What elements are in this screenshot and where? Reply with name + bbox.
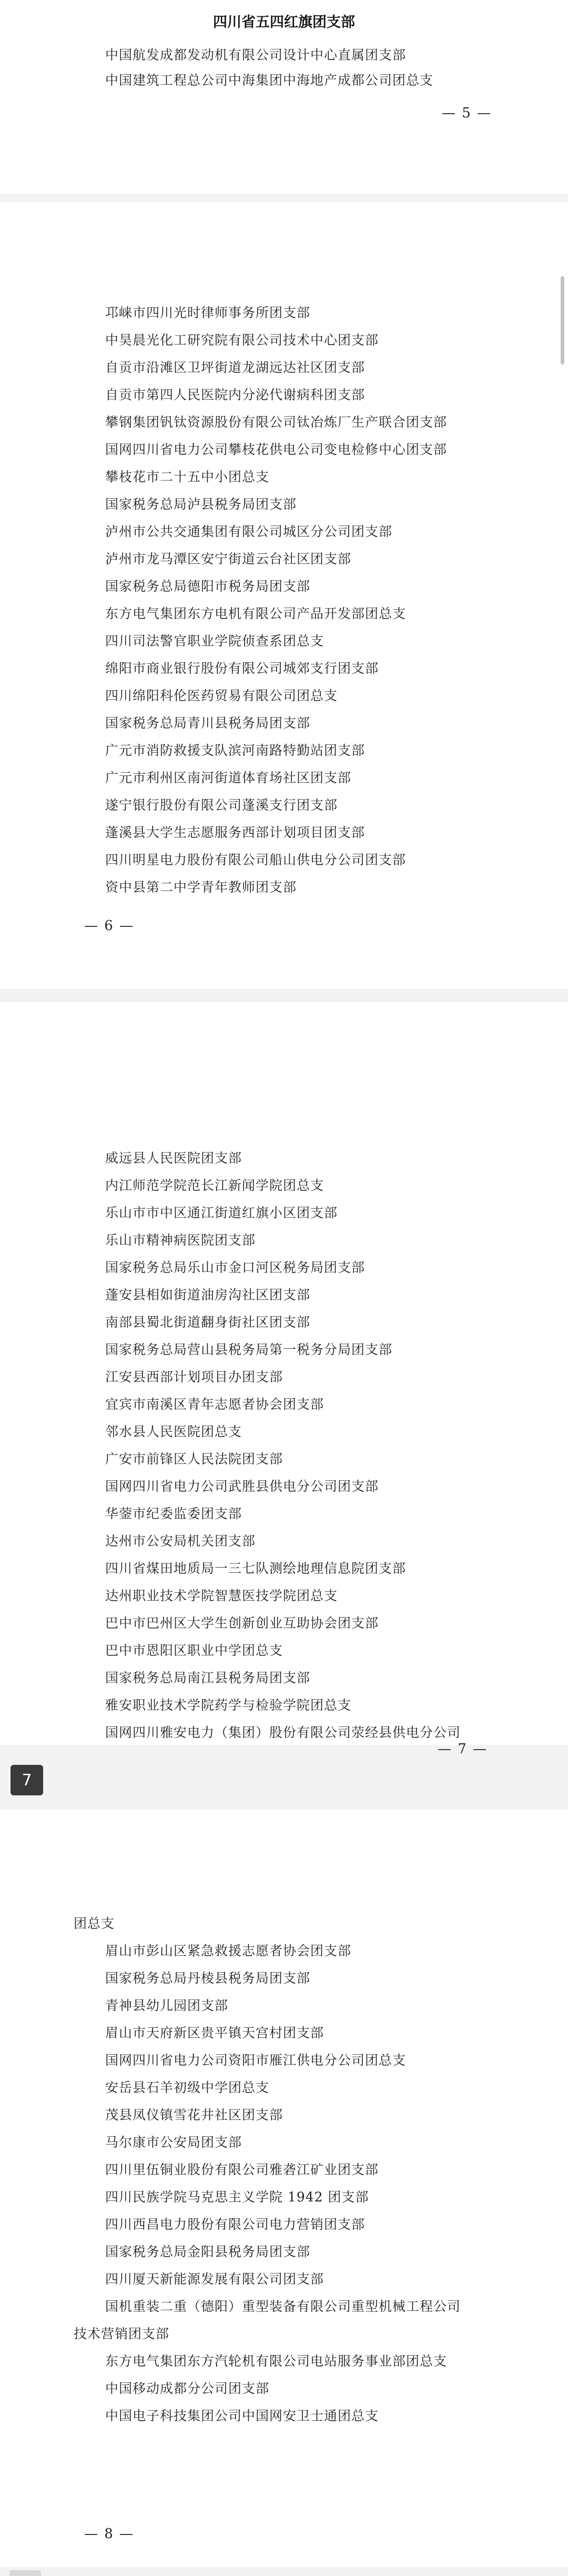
list-item: 眉山市天府新区贵平镇天宫村团支部 bbox=[105, 2025, 324, 2040]
list-item: 中国电子科技集团公司中国网安卫士通团总支 bbox=[105, 2408, 379, 2423]
scrollbar-thumb[interactable] bbox=[561, 276, 564, 365]
list-item: 四川绵阳科伦医药贸易有限公司团总支 bbox=[105, 688, 338, 703]
list-item: 巴中市巴州区大学生创新创业互助协会团支部 bbox=[105, 1615, 379, 1631]
list-item: 四川明星电力股份有限公司船山供电分公司团支部 bbox=[105, 852, 407, 867]
list-item: 乐山市市中区通江街道红旗小区团支部 bbox=[105, 1205, 338, 1220]
list-item: 泸州市公共交通集团有限公司城区分公司团支部 bbox=[105, 524, 393, 539]
list-item: 邛崃市四川光时律师事务所团支部 bbox=[105, 305, 311, 320]
document-title: 四川省五四红旗团支部 bbox=[213, 14, 355, 31]
list-item: 绵阳市商业银行股份有限公司城郊支行团支部 bbox=[105, 661, 379, 676]
list-item: 国网四川省电力公司资阳市雁江供电分公司团总支 bbox=[105, 2053, 407, 2068]
list-item: 自贡市沿滩区卫坪街道龙湖远达社区团支部 bbox=[105, 360, 366, 375]
list-item: 团总支 bbox=[74, 1916, 115, 1931]
list-item: 雅安职业技术学院药学与检验学院团总支 bbox=[105, 1698, 352, 1713]
list-item: 蓬溪县大学生志愿服务西部计划项目团支部 bbox=[105, 825, 366, 840]
list-item: 四川西昌电力股份有限公司电力营销团支部 bbox=[105, 2217, 366, 2232]
list-item: 四川省煤田地质局一三七队测绘地理信息院团支部 bbox=[105, 1561, 407, 1576]
list-item: 中国航发成都发动机有限公司设计中心直属团支部 bbox=[105, 47, 407, 63]
list-item: 攀枝花市二十五中小团总支 bbox=[105, 469, 270, 484]
list-item: 邻水县人民医院团总支 bbox=[105, 1424, 242, 1439]
page-indicator-tab bbox=[9, 2570, 41, 2576]
page-number: — 6 — bbox=[84, 918, 135, 934]
page-indicator-badge[interactable]: 7 bbox=[11, 1765, 43, 1795]
page-6 bbox=[0, 203, 568, 989]
list-item: 国网四川省电力公司武胜县供电分公司团支部 bbox=[105, 1479, 379, 1494]
list-item: 技术营销团支部 bbox=[74, 2326, 170, 2341]
list-item: 国家税务总局南江县税务局团支部 bbox=[105, 1670, 311, 1685]
list-item: 威远县人民医院团支部 bbox=[105, 1150, 242, 1166]
list-item: 遂宁银行股份有限公司蓬溪支行团支部 bbox=[105, 797, 338, 813]
list-item: 马尔康市公安局团支部 bbox=[105, 2135, 242, 2150]
list-item: 广元市利州区南河街道体育场社区团支部 bbox=[105, 770, 352, 785]
list-item: 国家税务总局乐山市金口河区税务局团支部 bbox=[105, 1260, 366, 1275]
page-5 bbox=[0, 41, 568, 194]
list-item: 中国建筑工程总公司中海集团中海地产成都公司团总支 bbox=[105, 73, 434, 88]
page-number: — 7 — bbox=[438, 1741, 488, 1757]
page-number: — 5 — bbox=[442, 105, 492, 121]
list-item: 宜宾市南溪区青年志愿者协会团支部 bbox=[105, 1397, 324, 1412]
list-item: 广元市消防救援支队滨河南路特勤站团支部 bbox=[105, 743, 366, 758]
list-item: 华蓥市纪委监委团支部 bbox=[105, 1506, 242, 1521]
list-item: 攀钢集团钒钛资源股份有限公司钛冶炼厂生产联合团支部 bbox=[105, 415, 448, 430]
list-item: 国网四川省电力公司攀枝花供电公司变电检修中心团支部 bbox=[105, 442, 448, 457]
list-item: 国家税务总局丹棱县税务局团支部 bbox=[105, 1971, 311, 1986]
list-item: 国家税务总局德阳市税务局团支部 bbox=[105, 579, 311, 594]
page-number: — 8 — bbox=[84, 2526, 135, 2542]
list-item: 国网四川雅安电力（集团）股份有限公司荥经县供电分公司 bbox=[105, 1725, 461, 1740]
list-item: 国家税务总局金阳县税务局团支部 bbox=[105, 2244, 311, 2259]
list-item: 四川司法警官职业学院侦查系团总支 bbox=[105, 633, 324, 649]
list-item: 国机重装二重（德阳）重型装备有限公司重型机械工程公司 bbox=[105, 2299, 461, 2314]
list-item: 安岳县石羊初级中学团总支 bbox=[105, 2080, 270, 2095]
list-item: 茂县凤仪镇雪花井社区团支部 bbox=[105, 2107, 283, 2123]
document-header bbox=[0, 0, 568, 41]
list-item: 巴中市恩阳区职业中学团总支 bbox=[105, 1643, 283, 1658]
list-item: 资中县第二中学青年教师团支部 bbox=[105, 880, 297, 895]
page-8 bbox=[0, 1810, 568, 2567]
list-item: 四川里伍铜业股份有限公司雅砻江矿业团支部 bbox=[105, 2162, 379, 2177]
list-item: 达州职业技术学院智慧医技学院团总支 bbox=[105, 1588, 338, 1603]
list-item: 南部县蜀北街道翻身街社区团支部 bbox=[105, 1315, 311, 1330]
list-item: 蓬安县相如街道油房沟社区团支部 bbox=[105, 1287, 311, 1302]
list-item: 江安县西部计划项目办团支部 bbox=[105, 1369, 283, 1385]
list-item: 四川厦天新能源发展有限公司团支部 bbox=[105, 2271, 324, 2287]
list-item: 东方电气集团东方汽轮机有限公司电站服务事业部团总支 bbox=[105, 2353, 448, 2369]
list-item: 达州市公安局机关团支部 bbox=[105, 1533, 256, 1549]
list-item: 青神县幼儿园团支部 bbox=[105, 1998, 229, 2013]
list-item: 广安市前锋区人民法院团支部 bbox=[105, 1451, 283, 1467]
list-item: 自贡市第四人民医院内分泌代谢病科团支部 bbox=[105, 387, 366, 402]
page-7 bbox=[0, 1002, 568, 1757]
list-item: 内江师范学院范长江新闻学院团总支 bbox=[105, 1178, 324, 1193]
list-item: 国家税务总局泸县税务局团支部 bbox=[105, 497, 297, 512]
list-item: 乐山市精神病医院团支部 bbox=[105, 1233, 256, 1248]
list-item: 东方电气集团东方电机有限公司产品开发部团总支 bbox=[105, 606, 407, 621]
list-item: 四川民族学院马克思主义学院 1942 团支部 bbox=[105, 2189, 369, 2205]
list-item: 中国移动成都分公司团支部 bbox=[105, 2381, 270, 2396]
list-item: 国家税务总局营山县税务局第一税务分局团支部 bbox=[105, 1342, 393, 1357]
list-item: 泸州市龙马潭区安宁街道云台社区团支部 bbox=[105, 551, 352, 567]
list-item: 中昊晨光化工研究院有限公司技术中心团支部 bbox=[105, 332, 379, 348]
list-item: 国家税务总局青川县税务局团支部 bbox=[105, 715, 311, 731]
list-item: 眉山市彭山区紧急救援志愿者协会团支部 bbox=[105, 1943, 352, 1958]
